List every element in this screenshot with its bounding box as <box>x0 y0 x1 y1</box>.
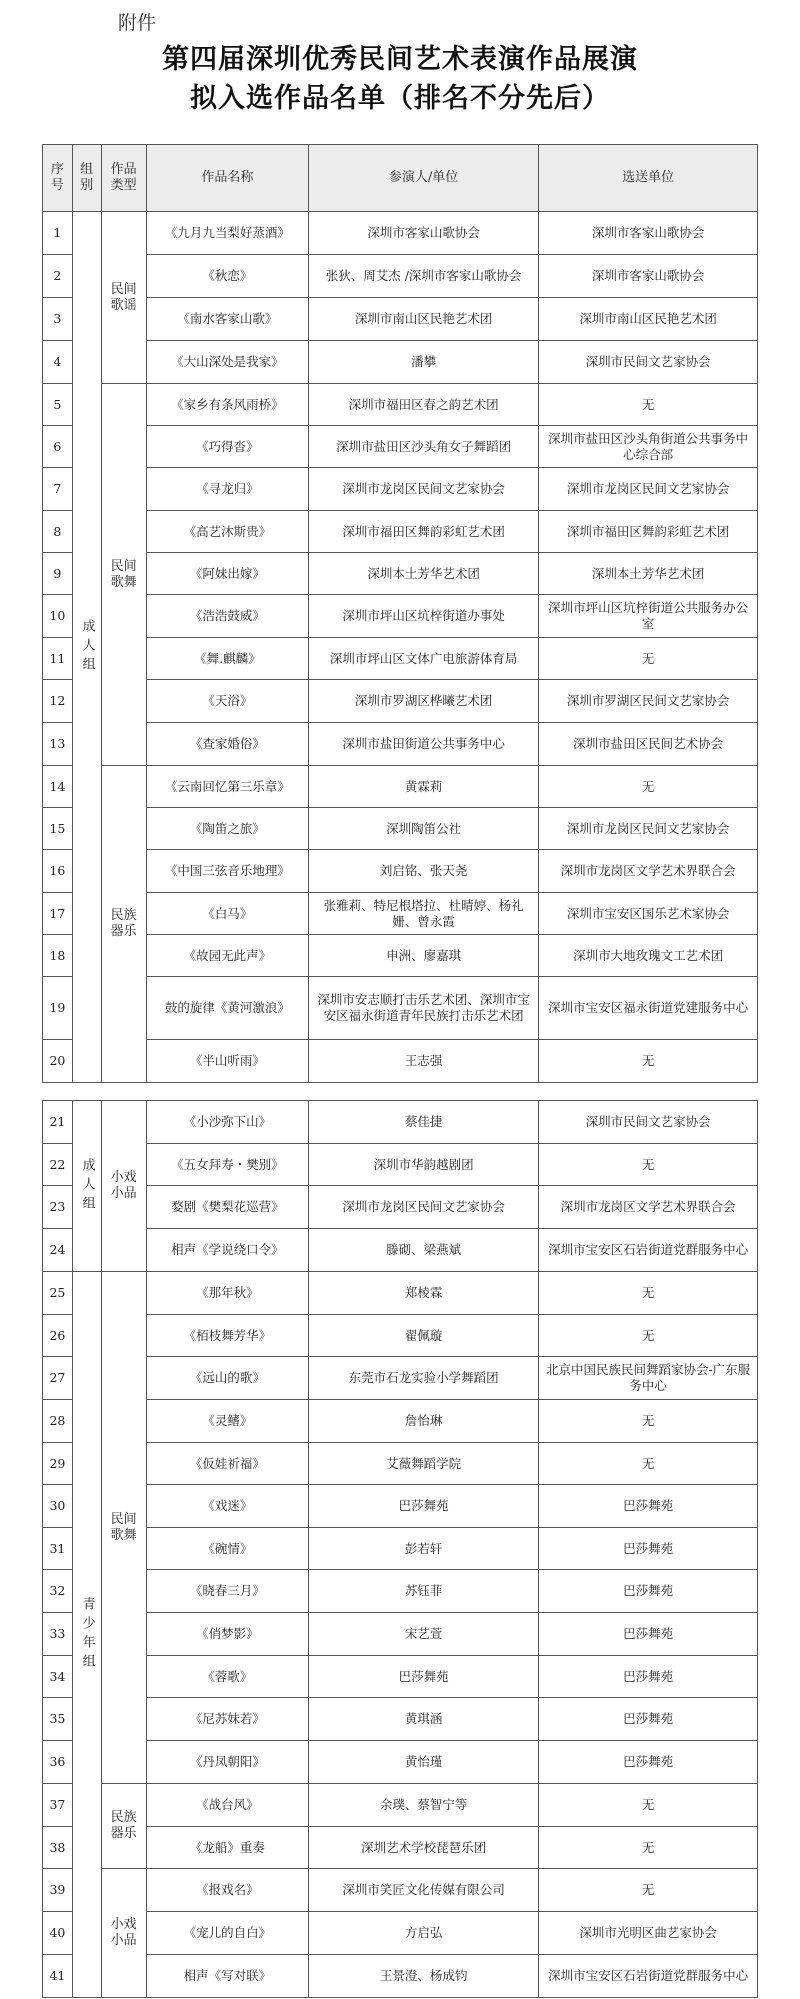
row-number: 1 <box>43 212 73 255</box>
row-number: 17 <box>43 893 73 935</box>
row-number: 11 <box>43 638 73 680</box>
performer-cell: 深圳市华韵越剧团 <box>309 1144 539 1186</box>
work-name: 《远山的歌》 <box>146 1357 308 1400</box>
type-cell-folk-song: 民间歌谣 <box>101 212 146 384</box>
performer-cell: 深圳市客家山歌协会 <box>309 212 539 255</box>
performer-cell: 滕砌、梁燕斌 <box>309 1229 539 1272</box>
table-row <box>43 893 758 935</box>
row-number: 7 <box>43 468 73 511</box>
table-row <box>43 1101 758 1144</box>
submitting-unit: 巴莎舞苑 <box>539 1613 758 1656</box>
work-name: 《小沙弥下山》 <box>146 1101 308 1144</box>
performer-cell: 艾薇舞蹈学院 <box>309 1443 539 1485</box>
table-row <box>43 1955 758 1998</box>
work-name: 《栢枝舞芳华》 <box>146 1315 308 1357</box>
row-number: 35 <box>43 1698 73 1741</box>
submitting-unit: 深圳市民间文艺家协会 <box>539 341 758 384</box>
submitting-unit: 深圳市龙岗区民间文艺家协会 <box>539 468 758 511</box>
performer-cell: 深圳市坪山区坑梓街道办事处 <box>309 595 539 638</box>
submitting-unit: 巴莎舞苑 <box>539 1528 758 1570</box>
work-name: 《家乡有条风雨桥》 <box>146 384 308 426</box>
row-number: 40 <box>43 1912 73 1955</box>
performer-cell: 郑棱霖 <box>309 1272 539 1315</box>
type-cell-folk-dance: 民间歌舞 <box>101 1272 146 1784</box>
work-name: 相声《学说绕口令》 <box>146 1229 308 1272</box>
work-name: 《巧得沓》 <box>146 426 308 468</box>
work-name: 《大山深处是我家》 <box>146 341 308 384</box>
submitting-unit: 无 <box>539 1315 758 1357</box>
submitting-unit: 巴莎舞苑 <box>539 1570 758 1613</box>
row-number: 37 <box>43 1784 73 1827</box>
table-row <box>43 1656 758 1698</box>
work-name: 《云南回忆第三乐章》 <box>146 766 308 808</box>
table-row <box>43 1827 758 1869</box>
performer-cell: 蔡佳捷 <box>309 1101 539 1144</box>
submitting-unit: 深圳市坪山区坑梓街道公共服务办公室 <box>539 595 758 638</box>
header-no: 序号 <box>43 145 73 212</box>
submitting-unit: 无 <box>539 1400 758 1443</box>
work-name: 《晓春三月》 <box>146 1570 308 1613</box>
selection-table-part2 <box>42 1100 758 1998</box>
performer-cell: 深圳市盐田街道公共事务中心 <box>309 723 539 766</box>
performer-cell: 翟佩璇 <box>309 1315 539 1357</box>
table-row <box>43 1698 758 1741</box>
work-name: 《查家婚俗》 <box>146 723 308 766</box>
table-row <box>43 977 758 1040</box>
submitting-unit: 巴莎舞苑 <box>539 1656 758 1698</box>
work-name: 《戏迷》 <box>146 1485 308 1528</box>
submitting-unit: 深圳市盐田区沙头角街道公共事务中心综合部 <box>539 426 758 468</box>
performer-cell: 方启弘 <box>309 1912 539 1955</box>
work-name: 《碗情》 <box>146 1528 308 1570</box>
table-row <box>43 255 758 298</box>
work-name: 《灵鳍》 <box>146 1400 308 1443</box>
table-row <box>43 511 758 553</box>
table-row <box>43 212 758 255</box>
row-number: 4 <box>43 341 73 384</box>
row-number: 20 <box>43 1040 73 1083</box>
performer-cell: 詹怡琳 <box>309 1400 539 1443</box>
table-row <box>43 1357 758 1400</box>
performer-cell: 深圳市罗湖区桦曦艺术团 <box>309 680 539 723</box>
table-row <box>43 1400 758 1443</box>
type-cell-folk-dance: 民间歌舞 <box>101 384 146 766</box>
submitting-unit: 无 <box>539 1443 758 1485</box>
submitting-unit: 巴莎舞苑 <box>539 1741 758 1784</box>
table-row <box>43 468 758 511</box>
row-number: 33 <box>43 1613 73 1656</box>
row-number: 16 <box>43 850 73 893</box>
table-row <box>43 1570 758 1613</box>
table-header-row <box>43 145 758 212</box>
row-number: 24 <box>43 1229 73 1272</box>
work-name: 《宠儿的自白》 <box>146 1912 308 1955</box>
table-row <box>43 935 758 977</box>
row-number: 9 <box>43 553 73 595</box>
work-name: 婺剧《樊梨花巡营》 <box>146 1186 308 1229</box>
submitting-unit: 深圳市龙岗区文学艺术界联合会 <box>539 1186 758 1229</box>
header-performer: 参演人/单位 <box>309 145 539 212</box>
row-number: 32 <box>43 1570 73 1613</box>
performer-cell: 深圳本土芳华艺术团 <box>309 553 539 595</box>
row-number: 22 <box>43 1144 73 1186</box>
submitting-unit: 无 <box>539 1784 758 1827</box>
row-number: 13 <box>43 723 73 766</box>
group-cell-adult: 成人组 <box>72 212 101 1083</box>
submitting-unit: 巴莎舞苑 <box>539 1698 758 1741</box>
type-cell-drama: 小戏小品 <box>101 1869 146 1998</box>
performer-cell: 黄琪涵 <box>309 1698 539 1741</box>
table-row <box>43 1613 758 1656</box>
submitting-unit: 深圳市客家山歌协会 <box>539 212 758 255</box>
table-row <box>43 341 758 384</box>
work-name: 《九月九当梨好蒸酒》 <box>146 212 308 255</box>
work-name: 《故园无此声》 <box>146 935 308 977</box>
submitting-unit: 深圳市宝安区石岩街道党群服务中心 <box>539 1229 758 1272</box>
row-number: 30 <box>43 1485 73 1528</box>
table-row <box>43 680 758 723</box>
table-row <box>43 426 758 468</box>
performer-cell: 王志强 <box>309 1040 539 1083</box>
table-row <box>43 850 758 893</box>
table-row <box>43 1229 758 1272</box>
submitting-unit: 深圳本土芳华艺术团 <box>539 553 758 595</box>
work-name: 《龙船》重奏 <box>146 1827 308 1869</box>
submitting-unit: 深圳市宝安区石岩街道党群服务中心 <box>539 1955 758 1998</box>
work-name: 《浩浩鼓威》 <box>146 595 308 638</box>
submitting-unit: 深圳市盐田区民间艺术协会 <box>539 723 758 766</box>
performer-cell: 深圳市福田区春之韵艺术团 <box>309 384 539 426</box>
table-row <box>43 723 758 766</box>
performer-cell: 深圳市龙岗区民间文艺家协会 <box>309 468 539 511</box>
row-number: 5 <box>43 384 73 426</box>
submitting-unit: 深圳市龙岗区文学艺术界联合会 <box>539 850 758 893</box>
row-number: 34 <box>43 1656 73 1698</box>
performer-cell: 余璞、蔡智宁等 <box>309 1784 539 1827</box>
selection-table-part1 <box>42 144 758 1083</box>
submitting-unit: 无 <box>539 766 758 808</box>
performer-cell: 巴莎舞苑 <box>309 1485 539 1528</box>
work-name: 《天浴》 <box>146 680 308 723</box>
table-row <box>43 1186 758 1229</box>
row-number: 29 <box>43 1443 73 1485</box>
table-row <box>43 1485 758 1528</box>
submitting-unit: 深圳市宝安区福永街道党建服务中心 <box>539 977 758 1040</box>
performer-cell: 苏钰菲 <box>309 1570 539 1613</box>
submitting-unit: 无 <box>539 384 758 426</box>
group-cell-youth: 青少年组 <box>72 1272 101 1998</box>
table-row <box>43 808 758 850</box>
performer-cell: 深圳市龙岗区民间文艺家协会 <box>309 1186 539 1229</box>
row-number: 14 <box>43 766 73 808</box>
table-row <box>43 1869 758 1912</box>
submitting-unit: 北京中国民族民间舞蹈家协会-广东服务中心 <box>539 1357 758 1400</box>
table-row <box>43 384 758 426</box>
submitting-unit: 无 <box>539 1869 758 1912</box>
table-row <box>43 1528 758 1570</box>
row-number: 10 <box>43 595 73 638</box>
performer-cell: 深圳市盐田区沙头角女子舞蹈团 <box>309 426 539 468</box>
row-number: 19 <box>43 977 73 1040</box>
work-name: 鼓的旋律《黄河激浪》 <box>146 977 308 1040</box>
performer-cell: 宋艺萱 <box>309 1613 539 1656</box>
document-title: 第四届深圳优秀民间艺术表演作品展演 <box>162 44 638 75</box>
work-name: 《陶笛之旅》 <box>146 808 308 850</box>
performer-cell: 彭若轩 <box>309 1528 539 1570</box>
submitting-unit: 深圳市罗湖区民间文艺家协会 <box>539 680 758 723</box>
row-number: 2 <box>43 255 73 298</box>
work-name: 《阿妹出嫁》 <box>146 553 308 595</box>
work-name: 《俏梦影》 <box>146 1613 308 1656</box>
group-cell-adult: 成人组 <box>72 1101 101 1272</box>
table-row <box>43 1443 758 1485</box>
row-number: 36 <box>43 1741 73 1784</box>
performer-cell: 深圳艺术学校琵琶乐团 <box>309 1827 539 1869</box>
work-name: 《秋恋》 <box>146 255 308 298</box>
performer-cell: 巴莎舞苑 <box>309 1656 539 1698</box>
header-type: 作品类型 <box>101 145 146 212</box>
work-name: 《仮娃祈福》 <box>146 1443 308 1485</box>
submitting-unit: 深圳市民间文艺家协会 <box>539 1101 758 1144</box>
submitting-unit: 无 <box>539 638 758 680</box>
submitting-unit: 深圳市大地玫瑰文工艺术团 <box>539 935 758 977</box>
row-number: 38 <box>43 1827 73 1869</box>
table-row <box>43 1912 758 1955</box>
type-cell-drama: 小戏小品 <box>101 1101 146 1272</box>
table-row <box>43 1741 758 1784</box>
work-name: 《舞.麒麟》 <box>146 638 308 680</box>
row-number: 12 <box>43 680 73 723</box>
type-cell-folk-instrument: 民族器乐 <box>101 1784 146 1869</box>
document-subtitle: 拟入选作品名单（排名不分先后） <box>190 83 610 114</box>
submitting-unit: 深圳市南山区民艳艺术团 <box>539 298 758 341</box>
performer-cell: 黄霖莉 <box>309 766 539 808</box>
performer-cell: 深圳市安志顺打击乐艺术团、深圳市宝安区福永街道青年民族打击乐艺术团 <box>309 977 539 1040</box>
row-number: 3 <box>43 298 73 341</box>
performer-cell: 东莞市石龙实验小学舞蹈团 <box>309 1357 539 1400</box>
table-row <box>43 1144 758 1186</box>
table-row <box>43 766 758 808</box>
table-row <box>43 638 758 680</box>
submitting-unit: 无 <box>539 1272 758 1315</box>
performer-cell: 深圳市南山区民艳艺术团 <box>309 298 539 341</box>
submitting-unit: 深圳市龙岗区民间文艺家协会 <box>539 808 758 850</box>
work-name: 《丹凤朝阳》 <box>146 1741 308 1784</box>
performer-cell: 王景澄、杨成钧 <box>309 1955 539 1998</box>
performer-cell: 张狄、周艾杰 /深圳市客家山歌协会 <box>309 255 539 298</box>
row-number: 15 <box>43 808 73 850</box>
work-name: 《半山听雨》 <box>146 1040 308 1083</box>
work-name: 《蓉歌》 <box>146 1656 308 1698</box>
header-unit: 选送单位 <box>539 145 758 212</box>
header-name: 作品名称 <box>146 145 308 212</box>
row-number: 25 <box>43 1272 73 1315</box>
performer-cell: 申洲、廖嘉琪 <box>309 935 539 977</box>
performer-cell: 刘启铭、张天尧 <box>309 850 539 893</box>
work-name: 《五女拜寿・樊别》 <box>146 1144 308 1186</box>
row-number: 39 <box>43 1869 73 1912</box>
row-number: 18 <box>43 935 73 977</box>
row-number: 26 <box>43 1315 73 1357</box>
table-row <box>43 1784 758 1827</box>
performer-cell: 张雅莉、特尼根塔拉、杜晴婷、杨礼姗、曾永霞 <box>309 893 539 935</box>
performer-cell: 黄怡瑾 <box>309 1741 539 1784</box>
row-number: 31 <box>43 1528 73 1570</box>
submitting-unit: 巴莎舞苑 <box>539 1485 758 1528</box>
table-row <box>43 1315 758 1357</box>
table-row <box>43 298 758 341</box>
table-row <box>43 553 758 595</box>
table-row <box>43 595 758 638</box>
row-number: 8 <box>43 511 73 553</box>
work-name: 《寻龙归》 <box>146 468 308 511</box>
table-row <box>43 1040 758 1083</box>
submitting-unit: 深圳市福田区舞韵彩虹艺术团 <box>539 511 758 553</box>
performer-cell: 深圳市坪山区文体广电旅游体育局 <box>309 638 539 680</box>
work-name: 《中国三弦音乐地理》 <box>146 850 308 893</box>
submitting-unit: 深圳市光明区曲艺家协会 <box>539 1912 758 1955</box>
work-name: 《那年秋》 <box>146 1272 308 1315</box>
row-number: 6 <box>43 426 73 468</box>
row-number: 21 <box>43 1101 73 1144</box>
work-name: 《南水客家山歌》 <box>146 298 308 341</box>
performer-cell: 深圳市福田区舞韵彩虹艺术团 <box>309 511 539 553</box>
row-number: 41 <box>43 1955 73 1998</box>
work-name: 相声《写对联》 <box>146 1955 308 1998</box>
performer-cell: 深圳市笑匠文化传媒有限公司 <box>309 1869 539 1912</box>
row-number: 28 <box>43 1400 73 1443</box>
work-name: 《尼苏妹若》 <box>146 1698 308 1741</box>
submitting-unit: 深圳市客家山歌协会 <box>539 255 758 298</box>
performer-cell: 深圳陶笛公社 <box>309 808 539 850</box>
submitting-unit: 无 <box>539 1144 758 1186</box>
attachment-label: 附件 <box>118 12 157 34</box>
performer-cell: 潘攀 <box>309 341 539 384</box>
submitting-unit: 无 <box>539 1040 758 1083</box>
work-name: 《报戏名》 <box>146 1869 308 1912</box>
header-group: 组别 <box>72 145 101 212</box>
submitting-unit: 无 <box>539 1827 758 1869</box>
work-name: 《高艺沐斯贵》 <box>146 511 308 553</box>
table-row <box>43 1272 758 1315</box>
row-number: 23 <box>43 1186 73 1229</box>
type-cell-folk-instrument: 民族器乐 <box>101 766 146 1083</box>
row-number: 27 <box>43 1357 73 1400</box>
work-name: 《战台风》 <box>146 1784 308 1827</box>
work-name: 《白马》 <box>146 893 308 935</box>
submitting-unit: 深圳市宝安区国乐艺术家协会 <box>539 893 758 935</box>
